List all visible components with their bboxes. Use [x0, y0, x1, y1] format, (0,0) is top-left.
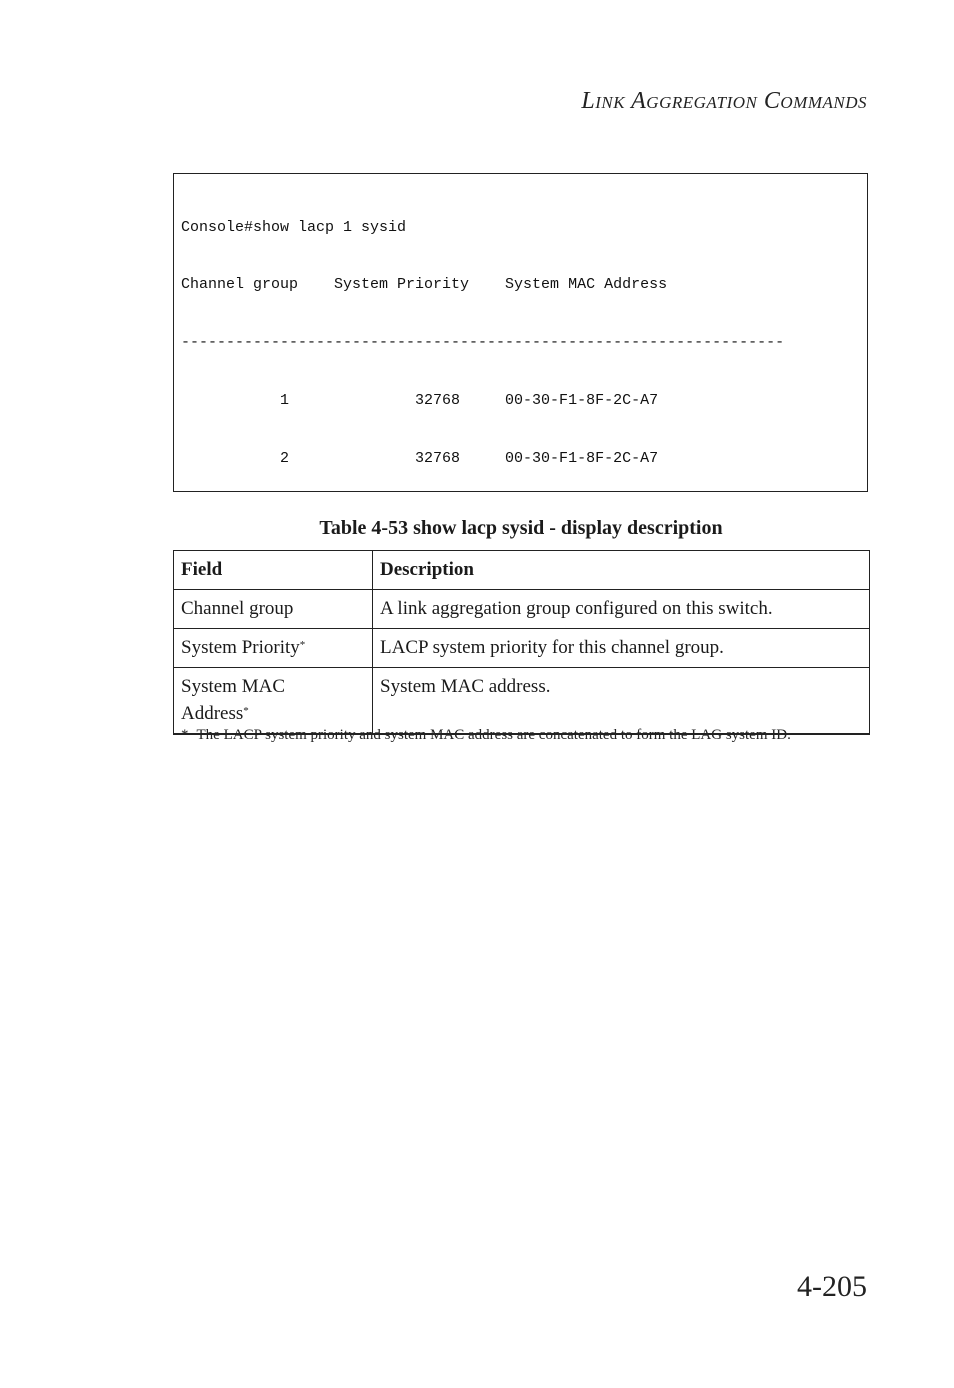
field-name: Channel group: [181, 598, 294, 619]
table-row: [174, 590, 870, 629]
console-rule: -------------------------------------------------------------------: [181, 334, 785, 352]
field-cell: [174, 590, 373, 629]
table-row: [174, 668, 870, 735]
column-header-field: Field: [174, 551, 373, 590]
footnote-mark: *: [181, 727, 189, 743]
table-header-row: [174, 551, 870, 590]
footnote-reference: *: [299, 639, 306, 651]
footnote-text: The LACP system priority and system MAC address are concatenated to form the LAG system ID.: [196, 727, 791, 743]
field-name-line2: Address: [181, 703, 244, 724]
description-cell: LACP system priority for this channel group.: [373, 629, 870, 668]
console-row: 2 32768 00-30-F1-8F-2C-A7: [181, 450, 659, 468]
field-cell: [174, 629, 373, 668]
page-number: 4-205: [797, 1270, 867, 1303]
description-cell: A link aggregation group configured on this switch.: [373, 590, 870, 629]
column-header-description: Description: [373, 551, 870, 590]
table-caption: Table 4-53 show lacp sysid - display description: [319, 517, 723, 539]
footnote-reference: *: [243, 705, 249, 717]
running-head: Link Aggregation Commands: [581, 88, 867, 114]
field-name-line1: System MAC: [181, 676, 285, 697]
footnote: [181, 727, 791, 744]
console-header: Channel group System Priority System MAC Address: [181, 276, 668, 294]
field-cell: [174, 668, 373, 735]
console-row: 1 32768 00-30-F1-8F-2C-A7: [181, 392, 659, 410]
console-output: [173, 173, 868, 492]
description-cell: System MAC address.: [373, 668, 870, 735]
console-command: Console#show lacp 1 sysid: [181, 218, 407, 236]
field-name: System Priority: [181, 637, 300, 658]
description-table: [173, 550, 870, 735]
table-row: [174, 629, 870, 668]
